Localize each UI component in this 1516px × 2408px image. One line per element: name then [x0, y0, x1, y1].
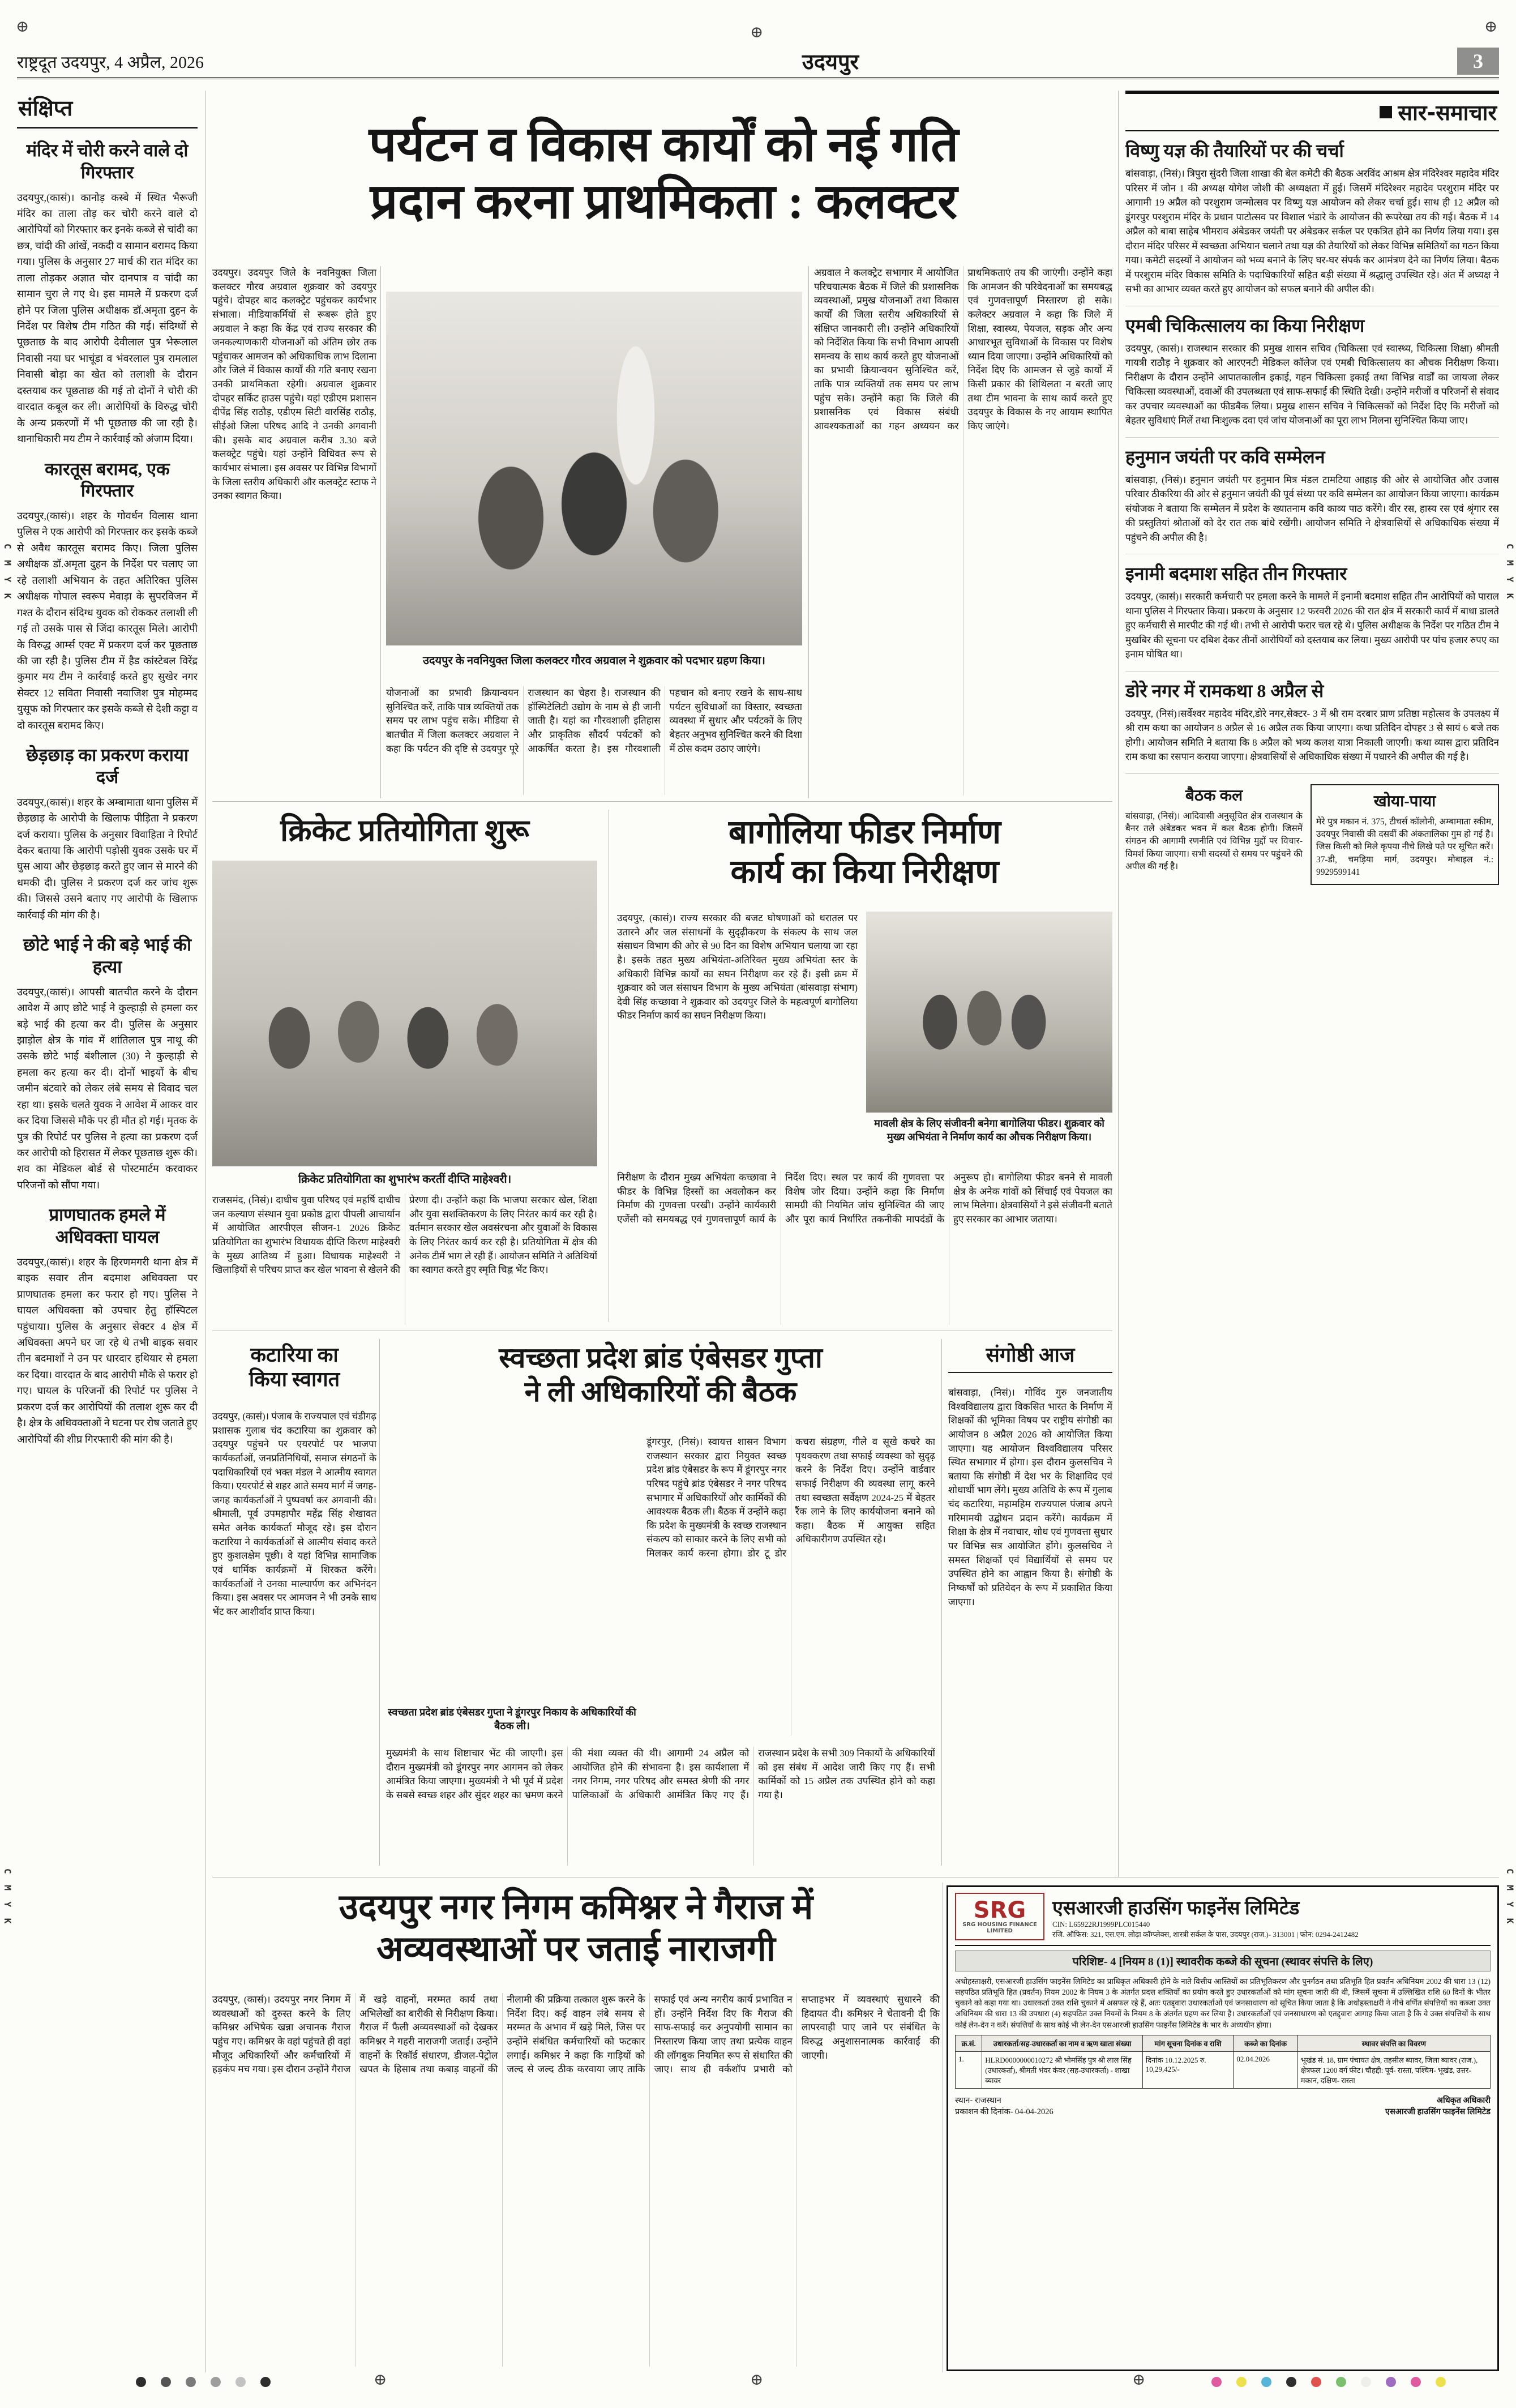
- swachhata-body-continued: मुख्यमंत्री के साथ शिष्टाचार भेंट की जाएगी। इस दौरान मुख्यमंत्री को डूंगरपुर नगर आगमन को लेकर आमंत्रित किया जाएगा। मुख्यमंत्री ने भी पूर्व में प्रदेश के सबसे स्वच्छ शहर और सुंदर शहर का भ्रमण करने की मंशा व्यक्त की थी। आगामी 24 अप्रैल को आयोजित होने की संभावना है। इस कार्यशाला में नगर निगम, नगर परिषद और समस्त श्रेणी की नगर पालिकाओं के अधिकारी आमंत्रित किए गए हैं। राजस्थान प्रदेश के सभी 309 निकायों के अधिकारियों को इस संबंध में आदेश जारी किए गए हैं। सभी कार्मिकों को 15 अप्रैल तक उपस्थित होने को कहा गया है।: [386, 1748, 935, 1800]
- section-rule: [212, 801, 1112, 802]
- table-cell: भूखंड सं. 18, ग्राम पंचायत क्षेत्र, तहसील ब्यावर, जिला ब्यावर (राज.), क्षेत्रफल 1200 वर्ग फीट। चौहद्दी: पूर्व- रास्ता, पश्चिम- भूखंड, उत्तर- मकान, दक्षिण- रास्ता: [1297, 2051, 1490, 2088]
- bagoliya-photo: [866, 912, 1112, 1113]
- registration-dots-right: [1211, 2377, 1446, 2387]
- cricket-photo: [212, 861, 597, 1166]
- column-rule: [380, 266, 381, 798]
- notice-row: [1125, 784, 1499, 885]
- registration-crosshair: ⊕: [1484, 18, 1498, 36]
- registration-dot: [260, 2377, 271, 2387]
- summary-column-header: [1125, 91, 1499, 131]
- ad-possession-table: [955, 2035, 1491, 2089]
- swachhata-headline-line1: स्वच्छता प्रदेश ब्रांड एंबेसडर गुप्ता: [499, 1342, 823, 1374]
- registration-dot: [161, 2377, 171, 2387]
- column-rule: [941, 1339, 942, 1866]
- main-headline-line1: पर्यटन व विकास कार्यों को नई गति: [369, 117, 959, 172]
- article-body: उदयपुर,(कासं)। शहर के अम्बामाता थाना पुलिस में छेड़छाड़ के आरोपी के खिलाफ पीड़िता ने प्रकरण दर्ज कराया। पुलिस के अनुसार विवाहिता ने रिपोर्ट देकर बताया कि आरोपी पड़ोसी युवक उसके घर में घुस आया और छेड़छाड़ करते हुए जान से मारने की धमकी दी। पुलिस ने प्रकरण दर्ज कर जांच शुरू की। जिससे उसने बताए गए आरोपी के खिलाफ कार्रवाई की मांग की है।: [17, 796, 198, 921]
- registration-dot: [1286, 2377, 1296, 2387]
- masthead: [17, 45, 1499, 79]
- registration-dot: [1211, 2377, 1222, 2387]
- cricket-photo-caption: क्रिकेट प्रतियोगिता का शुभारंभ करतीं दीप्ति माहेश्वरी।: [298, 1173, 512, 1186]
- swachhata-photo-caption: स्वच्छता प्रदेश ब्रांड एंबेसडर गुप्ता ने डूंगरपुर निकाय के अधिकारियों की बैठक ली।: [388, 1706, 636, 1731]
- nagar-nigam-headline-line1: उदयपुर नगर निगम कमिश्नर ने गैराज में: [339, 1888, 813, 1927]
- brief-article: [17, 140, 198, 447]
- srg-logo-text: SRG: [973, 1897, 1026, 1923]
- lost-found-title: खोया-पाया: [1373, 792, 1436, 810]
- article-title: कारतूस बरामद, एक गिरफ्तार: [45, 459, 170, 501]
- brief-article: [17, 1204, 198, 1447]
- main-story-photo: [386, 292, 802, 645]
- main-headline: [212, 116, 1115, 231]
- header-square-icon: [1380, 106, 1392, 118]
- ad-cin: CIN: L65922RJ1999PLC015440: [1052, 1920, 1150, 1928]
- table-cell: 1.: [956, 2051, 982, 2088]
- registration-crosshair: ⊕: [750, 2371, 764, 2389]
- main-headline-line2: प्रदान करना प्राथमिकता : कलक्टर: [370, 174, 958, 229]
- registration-dots-left: [136, 2377, 271, 2387]
- cmyk-mark: C M Y K: [1505, 544, 1515, 602]
- ad-footer-right: [1385, 2094, 1491, 2117]
- brief-article: [17, 934, 198, 1193]
- cricket-body: राजसमंद, (निसं)। दाधीच युवा परिषद एवं महर्षि दाधीच जन कल्याण संस्थान युवा प्रकोष्ठ द्वारा पीपली आचार्यान में आयोजित आरपीएल सीजन-1 2026 क्रिकेट प्रतियोगिता का शुभारंभ विधायक दीप्ति किरण माहेश्वरी के मुख्य आतिथ्य में हुआ। विधायक माहेश्वरी ने खिलाड़ियों से परिचय प्राप्त कर खेल भावना से खेलने की प्रेरणा दी। उन्होंने कहा कि भाजपा सरकार खेल, शिक्षा और युवा सशक्तिकरण के लिए निरंतर कार्य कर रही है। वर्तमान सरकार खेल अवसंरचना और युवाओं के विकास के लिए निरंतर कार्य कर रही है। प्रतियोगिता में क्षेत्र की अनेक टीमें भाग ले रही हैं। आयोजन समिति ने अतिथियों का स्वागत करते हुए स्मृति चिह्न भेंट किए।: [212, 1195, 597, 1276]
- swachhata-headline: [386, 1341, 935, 1409]
- bagoliya-photo-caption: मावली क्षेत्र के लिए संजीवनी बनेगा बागोलिया फीडर। शुक्रवार को मुख्य अभियंता ने निर्माण कार्य का औचक निरीक्षण किया।: [874, 1118, 1104, 1143]
- brief-article: [17, 745, 198, 923]
- registration-crosshair: ⊕: [1132, 2371, 1146, 2389]
- srg-housing-advertisement: [947, 1885, 1499, 2371]
- ad-company-name: एसआरजी हाउसिंग फाइनेंस लिमिटेड: [1052, 1898, 1300, 1919]
- registration-crosshair: ⊕: [750, 24, 764, 41]
- summary-header-label: सार-समाचार: [1398, 100, 1497, 125]
- srg-logo: [955, 1893, 1044, 1940]
- swachhata-body: डूंगरपुर, (निसं)। स्वायत्त शासन विभाग राजस्थान सरकार द्वारा नियुक्त स्वच्छ प्रदेश ब्रांड एंबेसडर के रूप में डूंगरपुर नगर परिषद पहुंचे ब्रांड एंबेसडर ने नगर परिषद सभागार में अधिकारियों और कार्मिकों की आवश्यक बैठक ली। बैठक में उन्होंने कहा कि प्रदेश के मुख्यमंत्री के स्वच्छ राजस्थान संकल्प को साकार करने के लिए सभी को मिलकर कार्य करना होगा। डोर टू डोर कचरा संग्रहण, गीले व सूखे कचरे का पृथक्करण तथा सफाई व्यवस्था को सुदृढ़ करने के निर्देश दिए। उन्होंने वार्डवार सफाई निरीक्षण की व्यवस्था लागू करने तथा स्वच्छता सर्वेक्षण 2024-25 में बेहतर रैंक लाने के लिए कार्ययोजना बनाने को कहा। बैठक में आयुक्त सहित अधिकारीगण उपस्थित रहे।: [646, 1436, 935, 1559]
- city-title: उदयपुर: [802, 49, 859, 74]
- column-header: उधारकर्ता/सह-उधारकर्ता का नाम व ऋण खाता संख्या: [982, 2035, 1143, 2051]
- ad-footer-left: [955, 2094, 1054, 2117]
- registration-dot: [186, 2377, 196, 2387]
- summary-article: [1125, 314, 1499, 438]
- article-title: डोरे नगर में रामकथा 8 अप्रैल से: [1125, 680, 1324, 701]
- ad-company-signature: एसआरजी हाउसिंग फाइनेंस लिमिटेड: [1385, 2107, 1491, 2116]
- ad-title-block: [1052, 1894, 1359, 1939]
- cmyk-mark: C M Y K: [2, 544, 13, 602]
- cmyk-mark: C M Y K: [1505, 1868, 1515, 1927]
- article-title: इनामी बदमाश सहित तीन गिरफ्तार: [1125, 563, 1347, 584]
- registration-dot: [1261, 2377, 1271, 2387]
- article-title: छेड़छाड़ का प्रकरण कराया दर्ज: [26, 745, 189, 787]
- article-body: बांसवाड़ा, (निसं)। त्रिपुरा सुंदरी जिला शाखा की बेल कमेटी की बैठक अरविंद आश्रम क्षेत्र मंदिरेश्वर महादेव मंदिर परिसर में जोन 1 की अध्यक्ष योगेश जोशी की अध्यक्षता में हुई। जिसमें मंदिरेश्वर महादेव परशुराम मंदिर पर आगामी 19 अप्रैल को परशुराम जन्मोत्सव पर विष्णु यज्ञ आयोजन को लेकर चर्चा हुई। साथ ही 12 अप्रैल को डूंगरपुर परशुराम मंदिर के प्रधान पाटोत्सव पर विशाल भंडारे के आयोजन की रूपरेखा तय की गई। बैठक में 14 अप्रैल को बाबा साहेब भीमराव अंबेडकर जयंती पर अंबेडकर सर्कल पर एकत्रित होने का निर्णय लिया गया। इस दौरान मंदिर परिसर में स्वच्छता अभियान चलाने तथा यज्ञ की तैयारियों को लेकर विभिन्न समितियों का गठन किया गया। कमेटी सदस्यों ने आयोजन को भव्य बनाने के लिए घर-घर संपर्क कर आमंत्रण देने का निर्णय लिया। बैठक में परशुराम मंदिर विकास समिति के पदाधिकारियों सहित बड़ी संख्या में श्रद्धालु उपस्थित रहे। अंत में अध्यक्ष ने सभी का आभार व्यक्त करते हुए आयोजन को सफल बनाने की अपील की।: [1125, 166, 1499, 306]
- article-body: उदयपुर, (निसं)।सर्वेश्वर महादेव मंदिर,डोरे नगर,सेक्टर- 3 में श्री राम दरबार प्राण प्रतिष्ठा महोत्सव के उपलक्ष्य में श्री राम कथा का आयोजन 8 अप्रैल से 16 अप्रैल तक किया जाएगा। कथा प्रतिदिन दोपहर 3 से सायं 6 बजे तक होगी। आयोजन समिति ने बताया कि 8 अप्रैल को भव्य कलश यात्रा निकाली जाएगी। कथा व्यास द्वारा प्रतिदिन राम कथा का रसपान कराया जाएगा। क्षेत्रवासियों से अधिकाधिक संख्या में पधारने की अपील की गई है।: [1125, 707, 1499, 774]
- brief-article: [17, 459, 198, 734]
- nagar-nigam-headline-line2: अव्यवस्थाओं पर जताई नाराजगी: [376, 1930, 776, 1969]
- main-story-body-continued: योजनाओं का प्रभावी क्रियान्वयन सुनिश्चित करें, ताकि पात्र व्यक्तियों तक समय पर लाभ पहुंच सके। मीडिया से बातचीत में जिला कलक्टर अग्रवाल ने कहा कि पर्यटन की दृष्टि से उदयपुर पूरे राजस्थान का चेहरा है। राजस्थान की हॉस्पिटेलिटी उद्योग के नाम से ही जानी जाती है। यहां का गौरवशाली इतिहास और प्राकृतिक सौंदर्य पर्यटकों को आकर्षित करता है। इस गौरवशाली पहचान को बनाए रखने के साथ-साथ पर्यटन सुविधाओं का विस्तार, स्वच्छता व्यवस्था में सुधार और पर्यटकों के लिए बेहतर अनुभव सुनिश्चित करने की दिशा में ठोस कदम उठाए जाएंगे।: [386, 687, 802, 754]
- column-rule: [1118, 91, 1119, 1877]
- main-story-intro: उदयपुर। उदयपुर जिले के नवनियुक्त जिला कलक्टर गौरव अग्रवाल शुक्रवार को उदयपुर पहुंचे। दोपहर बाद कलक्ट्रेट पहुंचकर कार्यभार संभाला। मीडियाकर्मियों से रूबरू होते हुए अग्रवाल ने कहा कि केंद्र एवं राज्य सरकार की जनकल्याणकारी योजनाओं को अंतिम छोर तक पहुंचाकर आमजन को अधिकाधिक लाभ दिलाना और जिले में विकास कार्यों की गति बनाए रखना उनकी प्राथमिकता रहेगी। अग्रवाल शुक्रवार दोपहर सर्किट हाउस पहुंचे। यहां एडीएम प्रशासन दीपेंद्र सिंह राठौड़, एडीएम सिटी वारसिंह राठौड़, सीईओ जिला परिषद आदि ने उनकी अगवानी की। इसके बाद अग्रवाल करीब 3.30 बजे कलक्ट्रेट पहुंचे। यहां उन्होंने विधिवत रूप से कार्यभार संभाला। इस अवसर पर विभिन्न विभागों के जिला स्तरीय अधिकारी और कलक्ट्रेट स्टाफ ने उनका स्वागत किया।: [212, 267, 376, 502]
- kataria-title-line2: किया स्वागत: [249, 1368, 340, 1391]
- summary-article: [1125, 679, 1499, 774]
- lost-found-body: मेरे पुत्र मकान नं. 375, टीचर्स कॉलोनी, अम्बामाता स्कीम, उदयपुर निवासी की दसवीं की अंकतालिका गुम हो गई है। जिस किसी को मिले कृपया नीचे लिखे पते पर सूचित करें। 37-डी, चमड़िया मार्ग, उदयपुर। मोबाइल नं.: 9929599141: [1316, 816, 1493, 878]
- bagoliya-headline-line1: बागोलिया फीडर निर्माण: [728, 814, 1001, 850]
- registration-dot: [211, 2377, 221, 2387]
- ad-registered-office: रजि. ऑफिस: 321, एस.एम. लोढ़ा कॉम्प्लेक्स, शास्त्री सर्कल के पास, उदयपुर (राज.)- 313001 | फोन: 0294-2412482: [1052, 1930, 1359, 1939]
- registration-dot: [1361, 2377, 1371, 2387]
- bagoliya-body: निरीक्षण के दौरान मुख्य अभियंता कच्छावा ने फीडर के विभिन्न हिस्सों का अवलोकन कर निर्माण की गुणवत्ता परखी। उन्होंने कार्यकारी एजेंसी को समयबद्ध एवं गुणवत्तापूर्ण कार्य के निर्देश दिए। स्थल पर कार्य की गुणवत्ता पर विशेष जोर दिया। उन्होंने कहा कि निर्माण सामग्री की नियमित जांच सुनिश्चित की जाए और पूरा कार्य निर्धारित तकनीकी मापदंडों के अनुरूप हो। बागोलिया फीडर बनने से मावली क्षेत्र के अनेक गांवों को सिंचाई एवं पेयजल का लाभ मिलेगा। क्षेत्रवासियों ने इसे संजीवनी बताते हुए सरकार का आभार जताया।: [617, 1172, 1112, 1225]
- bagoliya-headline: [617, 812, 1112, 891]
- ad-publication-date: प्रकाशन की दिनांक- 04-04-2026: [955, 2107, 1054, 2116]
- kataria-title-line1: कटारिया का: [250, 1344, 339, 1366]
- article-body: उदयपुर, (कासं)। राजस्थान सरकार की प्रमुख शासन सचिव (चिकित्सा एवं स्वास्थ्य, चिकित्सा शिक्षा) श्रीमती गायत्री राठौड़ ने शुक्रवार को आरएनटी मेडिकल कॉलेज एवं एमबी चिकित्सालय का औचक निरीक्षण किया। निरीक्षण के दौरान उन्होंने आपातकालीन इकाई, गहन चिकित्सा इकाई तथा विभिन्न वार्डों का जायजा लेकर चिकित्सा व्यवस्थाओं, दवाओं की उपलब्धता एवं साफ-सफाई की स्थिति देखी। उन्होंने मरीजों व परिजनों से संवाद कर उपचार व्यवस्थाओं का फीडबैक लिया। प्रमुख शासन सचिव ने चिकित्सकों को निर्देश दिए कि मरीजों को बेहतर सुविधाएं मिलें तथा निःशुल्क दवा एवं जांच योजनाओं का पूरा लाभ मिलना सुनिश्चित किया जाए।: [1125, 341, 1499, 438]
- srg-logo-subtext: SRG HOUSING FINANCE LIMITED: [962, 1922, 1037, 1934]
- registration-dot: [1411, 2377, 1421, 2387]
- registration-dot: [1436, 2377, 1446, 2387]
- article-title: छोटे भाई ने की बड़े भाई की हत्या: [23, 935, 192, 977]
- article-body: उदयपुर,(कासं)। आपसी बातचीत करने के दौरान आवेश में आए छोटे भाई ने कुल्हाड़ी से हमला कर बड़े भाई की हत्या कर दी। पुलिस के अनुसार झाड़ोल क्षेत्र के गांव में शांतिलाल पुत्र नाथू की उसके छोटे भाई बंशीलाल (30) ने कुल्हाड़ी से हमला कर हत्या कर दी। दोनों भाइयों के बीच जमीन बंटवारे को लेकर लंबे समय से विवाद चल रहा था। इसके चलते युवक ने आवेश में आकर वार कर दिया जिससे मौके पर ही मौत हो गई। मृतक के पुत्र की रिपोर्ट पर पुलिस ने हत्या का प्रकरण दर्ज कर आरोपी को हिरासत में लेकर पूछताछ शुरू की। शव का मेडिकल बोर्ड से पोस्टमार्टम करवाकर परिजनों को सौंपा गया।: [17, 986, 198, 1191]
- ad-legal-text: अधोहस्ताक्षरी, एसआरजी हाउसिंग फाइनेंस लिमिटेड का प्राधिकृत अधिकारी होने के नाते वित्तीय आस्तियों का प्रतिभूतिकरण और पुनर्गठन तथा प्रतिभूति हित प्रवर्तन अधिनियम 2002 की धारा 13 (12) सहपठित प्रतिभूति हित (प्रवर्तन) नियम 2002 के नियम 3 के अंतर्गत प्रदत्त शक्तियों का प्रयोग करते हुए उधारकर्ताओं को मांग सूचना जारी की थी, जिसमें सूचना में उल्लिखित राशि 60 दिनों के भीतर चुकाने को कहा गया था। उधारकर्ता उक्त राशि चुकाने में असफल रहे हैं, अतः एतद्द्वारा उधारकर्ताओं एवं जनसाधारण को सूचित किया जाता है कि अधोहस्ताक्षरी ने नीचे वर्णित संपत्तियों का कब्जा उक्त अधिनियम की धारा 13 की उपधारा (4) सहपठित उक्त नियमों के नियम 8 के अंतर्गत ग्रहण कर लिया है। उधारकर्ताओं एवं जनसाधारण को एतद्द्वारा आगाह किया जाता है कि वे उक्त संपत्तियों के साथ कोई लेन-देन न करें। संपत्तियों के साथ कोई भी लेन-देन एसआरजी हाउसिंग फाइनेंस लिमिटेड के भार के अध्यधीन होगा।: [955, 1977, 1491, 2029]
- brief-column-header: संक्षिप्त: [17, 91, 198, 129]
- bagoliya-intro: उदयपुर, (कासं)। राज्य सरकार की बजट घोषणाओं को धरातल पर उतारने और जल संसाधनों के सुदृढ़ीकरण के संकल्प के साथ जल संसाधन विभाग की ओर से 90 दिन का विशेष अभियान चलाया जा रहा है। इसके तहत मुख्य अभियंता-अतिरिक्त मुख्य अभियंता स्तर के अधिकारी विभिन्न कार्यों का सघन निरीक्षण कर रहे हैं। इसी क्रम में शुक्रवार को जल संसाधन विभाग के मुख्य अभियंता (बांसवाड़ा संभाग) देवी सिंह कच्छावा ने शुक्रवार को उदयपुर जिले के महत्वपूर्ण बागोलिया फीडर निर्माण कार्य का सघन निरीक्षण किया।: [617, 913, 858, 1021]
- article-body: उदयपुर,(कासं)। शहर के गोवर्धन विलास थाना पुलिस ने एक आरोपी को गिरफ्तार कर इसके कब्जे से अवैध कारतूस बरामद किए। जिला पुलिस अधीक्षक डॉ.अमृता दुहन के निर्देश पर चलाए जा रहे तलाशी अभियान के तहत अतिरिक्त पुलिस अधीक्षक गोपाल स्वरूप मेवाड़ा के सुपरविजन में गश्त के दौरान संदिग्ध युवक को रोककर तलाशी ली गई तो उसके पास से जिंदा कारतूस मिले। आरोपी के विरुद्ध आर्म्स एक्ट में प्रकरण दर्ज कर पूछताछ की जा रही है। पुलिस टीम में हैड कांस्टेबल विरेंद्र कुमार मय टीम ने कार्रवाई करते हुए सुखेर नगर सेक्टर 12 सविता निवासी नवाजिश पुत्र मोहम्मद युसूफ को गिरफ्तार कर इसके कब्जे से देशी कट्टा व दो कारतूस बरामद किए।: [17, 510, 198, 731]
- ad-footer: [955, 2094, 1491, 2117]
- table-row: [956, 2051, 1491, 2088]
- summary-column: [1125, 91, 1499, 1879]
- cmyk-mark: C M Y K: [2, 1868, 13, 1927]
- sangoshthi-title: संगोष्ठी आज: [948, 1343, 1112, 1373]
- registration-dot: [1386, 2377, 1396, 2387]
- registration-crosshair: ⊕: [16, 18, 29, 36]
- table-cell: दिनांक 10.12.2025 रु. 10,29,425/-: [1142, 2051, 1234, 2088]
- article-title: प्राणघातक हमले में अधिवक्ता घायल: [49, 1205, 166, 1247]
- article-title: एमबी चिकित्सालय का किया निरीक्षण: [1125, 315, 1365, 336]
- article-body: उदयपुर,(कासं)। शहर के हिरणमगरी थाना क्षेत्र में बाइक सवार तीन बदमाश अधिवक्ता पर प्राणघातक हमला कर फरार हो गए। पुलिस ने घायल अधिवक्ता को उपचार हेतु हॉस्पिटल पहुंचाया। पुलिस के अनुसार सेक्टर 4 क्षेत्र में अधिवक्ता अपने घर जा रहे थे तभी बाइक सवार तीन बदमाशों ने उन पर धारदार हथियार से हमला कर दिया। वारदात के बाद आरोपी मौके से फरार हो गए। घायल के परिजनों की रिपोर्ट पर पुलिस ने प्रकरण दर्ज कर आरोपियों की तलाश शुरू कर दी है। क्षेत्र के अधिवक्ताओं ने घटना पर रोष जताते हुए आरोपियों की शीघ्र गिरफ्तारी की मांग की है।: [17, 1256, 198, 1445]
- ad-place: स्थान- राजस्थान: [955, 2095, 1001, 2105]
- registration-dot: [1311, 2377, 1321, 2387]
- edition-date: राष्ट्रदूत उदयपुर, 4 अप्रैल, 2026: [17, 53, 204, 72]
- registration-dot: [235, 2377, 246, 2387]
- article-title: विष्णु यज्ञ की तैयारियों पर की चर्चा: [1125, 140, 1344, 161]
- notice-title: बैठक कल: [1185, 786, 1243, 805]
- swachhata-photo: [386, 1435, 638, 1701]
- column-header: कब्जे का दिनांक: [1234, 2035, 1297, 2051]
- registration-crosshair: ⊕: [374, 2371, 387, 2389]
- main-story-photo-caption: उदयपुर के नवनियुक्त जिला कलक्टर गौरव अग्रवाल ने शुक्रवार को पदभार ग्रहण किया।: [422, 655, 766, 667]
- column-header: मांग सूचना दिनांक व राशि: [1142, 2035, 1234, 2051]
- column-rule: [379, 1339, 380, 1866]
- ad-header: [955, 1893, 1491, 1946]
- kataria-body: उदयपुर, (कासं)। पंजाब के राज्यपाल एवं चंडीगढ़ प्रशासक गुलाब चंद कटारिया का शुक्रवार को उदयपुर पहुंचने पर एयरपोर्ट पर भाजपा कार्यकर्ताओं, जनप्रतिनिधियों, समाज संगठनों के पदाधिकारियों एवं भक्त मंडल ने आत्मीय स्वागत किया। एयरपोर्ट से शहर आते समय मार्ग में जगह-जगह कार्यकर्ताओं ने पुष्पवर्षा कर अगवानी की। श्रीमाली, पूर्व उपमहापौर महेंद्र सिंह शेखावत समेत अनेक कार्यकर्ता मौजूद रहे। इस दौरान कटारिया ने कार्यकर्ताओं से आत्मीय संवाद करते हुए कुशलक्षेम पूछी। वे यहां विभिन्न सामाजिक एवं धार्मिक कार्यक्रमों में शिरकत करेंगे। कार्यकर्ताओं ने उनका माल्यार्पण कर अभिनंदन किया। इस अवसर पर आमजन ने भी उनके साथ भेंट कर आशीर्वाद प्राप्त किया।: [212, 1411, 376, 1617]
- table-cell: 02.04.2026: [1234, 2051, 1297, 2088]
- article-body: बांसवाड़ा, (निसं)। हनुमान जयंती पर हनुमान मित्र मंडल टामटिया आहाड़ की ओर से आयोजित और उजास परिवार ठीकरिया की ओर से हनुमान जयंती की पूर्व संध्या पर कवि सम्मेलन का आयोजन किया जाएगा। कार्यक्रम संयोजक ने बताया कि सम्मेलन में प्रदेश के ख्यातनाम कवि काव्य पाठ करेंगे। वीर रस, हास्य रस एवं श्रृंगार रस की प्रस्तुतियां श्रोताओं को देर रात तक बांधे रखेंगी। आयोजन समिति ने क्षेत्रवासियों से अधिकाधिक संख्या में पहुंचने की अपील की है।: [1125, 473, 1499, 555]
- article-body: उदयपुर, (कासं)। सरकारी कर्मचारी पर हमला करने के मामले में इनामी बदमाश सहित तीन आरोपियों को पाराल थाना पुलिस ने गिरफ्तार किया। प्रकरण के अनुसार 12 फरवरी 2026 की रात क्षेत्र में सरकारी कार्य में बाधा डालते हुए कर्मचारी से मारपीट की गई थी। तभी से आरोपी फरार चल रहे थे। पुलिस अधीक्षक के निर्देश पर गठित टीम ने मुखबिर की सूचना पर दबिश देकर तीनों आरोपियों को दस्तयाब कर लिया। मुख्य आरोपी पर पांच हजार रुपए का इनाम घोषित था।: [1125, 589, 1499, 671]
- article-body: उदयपुर,(कासं)। कानोड़ कस्बे में स्थित भैरूजी मंदिर का ताला तोड़ कर चोरी करने वाले दो आरोपियों को गिरफ्तार कर इनके कब्जे से चांदी का छत्र, चांदी की आंखें, नकदी व सामान बरामद किया गया। पुलिस के अनुसार 27 मार्च की रात मंदिर का ताला तोड़कर अज्ञात चोर दानपात्र व चांदी का सामान चुरा ले गए थे। इस मामले में प्रकरण दर्ज होने पर जिला पुलिस अधीक्षक डॉ.अमृता दुहन के निर्देश पर विशेष टीम गठित की गई। संदिग्धों से पूछताछ के बाद आरोपी देवीलाल पुत्र भेरूलाल निवासी नया घर भाचूंडा व भंवरलाल पुत्र रामलाल निवासी बोड़ा का खेत को तलाशी के दौरान दस्तयाब कर पूछताछ की गई तो दोनों ने चोरी की वारदात कबूल कर ली। आरोपियों के विरुद्ध चोरी के अन्य प्रकरणों में भी पूछताछ की जा रही है। थानाधिकारी मय टीम ने कार्रवाई को अंजाम दिया।: [17, 191, 198, 445]
- ad-authorized-officer: अधिकृत अधिकारी: [1436, 2095, 1491, 2105]
- table-header-row: [956, 2035, 1491, 2051]
- column-header: स्थावर संपत्ति का विवरण: [1297, 2035, 1490, 2051]
- notice-body: बांसवाड़ा, (निसं)। आदिवासी अनुसूचित क्षेत्र राजस्थान के बैनर तले अंबेडकर भवन में कल बैठक होगी। जिसमें संगठन की आगामी रणनीति एवं विभिन्न मुद्दों पर विचार-विमर्श किया जाएगा। सभी सदस्यों से समय पर पहुंचने की अपील की गई है।: [1125, 811, 1303, 872]
- summary-article: [1125, 139, 1499, 306]
- column-rule: [808, 266, 809, 798]
- table-cell: HLRD0000000010272 श्री भोमसिंह पुत्र श्री लाल सिंह (उधारकर्ता), श्रीमती भंवर कंवर (सह-उधारकर्ता) - शाखा ब्यावर: [982, 2051, 1143, 2088]
- registration-dot: [1336, 2377, 1346, 2387]
- summary-article: [1125, 562, 1499, 671]
- page-number: 3: [1457, 48, 1499, 75]
- column-header: क्र.सं.: [956, 2035, 982, 2051]
- nagar-nigam-body: उदयपुर, (कासं)। उदयपुर नगर निगम में व्यवस्थाओं को दुरुस्त करने के लिए कमिश्नर अभिषेक खन्ना अचानक गैराज पहुंच गए। कमिश्नर के वहां पहुंचते ही वहां मौजूद अधिकारियों और कर्मचारियों में हड़कंप मच गया। इस दौरान उन्होंने गैराज में खड़े वाहनों, मरम्मत कार्य तथा अभिलेखों का बारीकी से निरीक्षण किया। गैराज में फैली अव्यवस्थाओं को देखकर कमिश्नर ने गहरी नाराजगी जताई। उन्होंने वाहनों के रिकॉर्ड संधारण, डीजल-पेट्रोल खपत के हिसाब तथा कबाड़ वाहनों की नीलामी की प्रक्रिया तत्काल शुरू करने के निर्देश दिए। कई वाहन लंबे समय से मरम्मत के अभाव में खड़े मिले, जिस पर उन्होंने संबंधित कर्मचारियों को फटकार लगाई। कमिश्नर ने कहा कि गाड़ियों को जल्द से जल्द ठीक करवाया जाए ताकि सफाई एवं अन्य नगरीय कार्य प्रभावित न हों। उन्होंने निर्देश दिए कि गैराज की साफ-सफाई कर अनुपयोगी सामान का निस्तारण किया जाए तथा प्रत्येक वाहन की लॉगबुक नियमित रूप से संधारित की जाए। साथ ही वर्कशॉप प्रभारी को सप्ताहभर में व्यवस्थाएं सुधारने की हिदायत दी। कमिश्नर ने चेतावनी दी कि लापरवाही पाए जाने पर संबंधित के विरुद्ध अनुशासनात्मक कार्रवाई की जाएगी।: [212, 1994, 940, 2075]
- bagoliya-headline-line2: कार्य का किया निरीक्षण: [730, 853, 999, 890]
- summary-article: [1125, 446, 1499, 555]
- cricket-headline: क्रिकेट प्रतियोगिता शुरू: [280, 814, 529, 848]
- meeting-notice: [1125, 784, 1303, 885]
- article-title: मंदिर में चोरी करने वाले दो गिरफ्तार: [26, 140, 189, 182]
- main-story-body: अग्रवाल ने कलक्ट्रेट सभागार में आयोजित परिचयात्मक बैठक में जिले की प्रशासनिक व्यवस्थाओं, प्रमुख योजनाओं तथा विकास कार्यों की जिला स्तरीय अधिकारियों से संक्षिप्त जानकारी ली। उन्होंने अधिकारियों को निर्देशित किया कि सभी विभाग आपसी समन्वय के साथ कार्य करते हुए योजनाओं का प्रभावी क्रियान्वयन सुनिश्चित करें, ताकि पात्र व्यक्तियों तक समय पर लाभ पहुंच सके। उन्होंने कहा कि जिले की प्रशासनिक एवं विकास संबंधी आवश्यकताओं का गहन अध्ययन कर प्राथमिकताएं तय की जाएंगी। उन्होंने कहा कि आमजन की परिवेदनाओं का समयबद्ध एवं गुणवत्तापूर्ण निस्तारण हो सके। कलेक्टर अग्रवाल ने कहा कि जिले में शिक्षा, स्वास्थ्य, पेयजल, सड़क और अन्य आधारभूत सुविधाओं के विकास पर विशेष ध्यान दिया जाएगा। उन्होंने अधिकारियों को निर्देश दिए कि आमजन से जुड़े कार्यों में किसी प्रकार की शिथिलता न बरती जाए तथा टीम भावना के साथ कार्य करते हुए उदयपुर के विकास के नए आयाम स्थापित किए जाएंगे।: [814, 267, 1112, 432]
- lost-and-found-box: [1311, 784, 1499, 885]
- nagar-nigam-headline: [212, 1887, 940, 1971]
- kataria-title: [212, 1343, 376, 1392]
- swachhata-headline-line2: ने ली अधिकारियों की बैठक: [524, 1376, 797, 1408]
- registration-dot: [136, 2377, 146, 2387]
- sangoshthi-body: बांसवाड़ा, (निसं)। गोविंद गुरु जनजातीय विश्वविद्यालय द्वारा विकसित भारत के निर्माण में शिक्षकों की भूमिका विषय पर राष्ट्रीय संगोष्ठी का आयोजन 8 अप्रैल 2026 को आयोजित किया जाएगा। यह आयोजन विश्वविद्यालय परिसर स्थित सभागार में होगा। इस दौरान कुलसचिव ने बताया कि संगोष्ठी में देश भर के शिक्षाविद एवं शोधार्थी भाग लेंगे। मुख्य अतिथि के रूप में गुलाब चंद कटारिया, महामहिम राज्यपाल पंजाब अपने गरिमामयी उद्बोधन प्रदान करेंगे। कार्यक्रम में शिक्षा के क्षेत्र में नवाचार, शोध एवं गुणवत्ता सुधार पर विभिन्न सत्र आयोजित होंगे। कुलसचिव ने समस्त शिक्षकों एवं विद्यार्थियों से समय पर उपस्थित होने का आह्वान किया है। संगोष्ठी के निष्कर्षों को प्रतिवेदन के रूप में प्रकाशित किया जाएगा।: [948, 1387, 1112, 1607]
- article-title: हनुमान जयंती पर कवि सम्मेलन: [1125, 446, 1325, 467]
- ad-subtitle: परिशिष्ट- 4 [नियम 8 (1)] स्थावरीक कब्जे की सूचना (स्थावर संपत्ति के लिए): [955, 1951, 1491, 1971]
- brief-column: [17, 91, 205, 2372]
- registration-dot: [1236, 2377, 1247, 2387]
- column-rule: [205, 91, 206, 2372]
